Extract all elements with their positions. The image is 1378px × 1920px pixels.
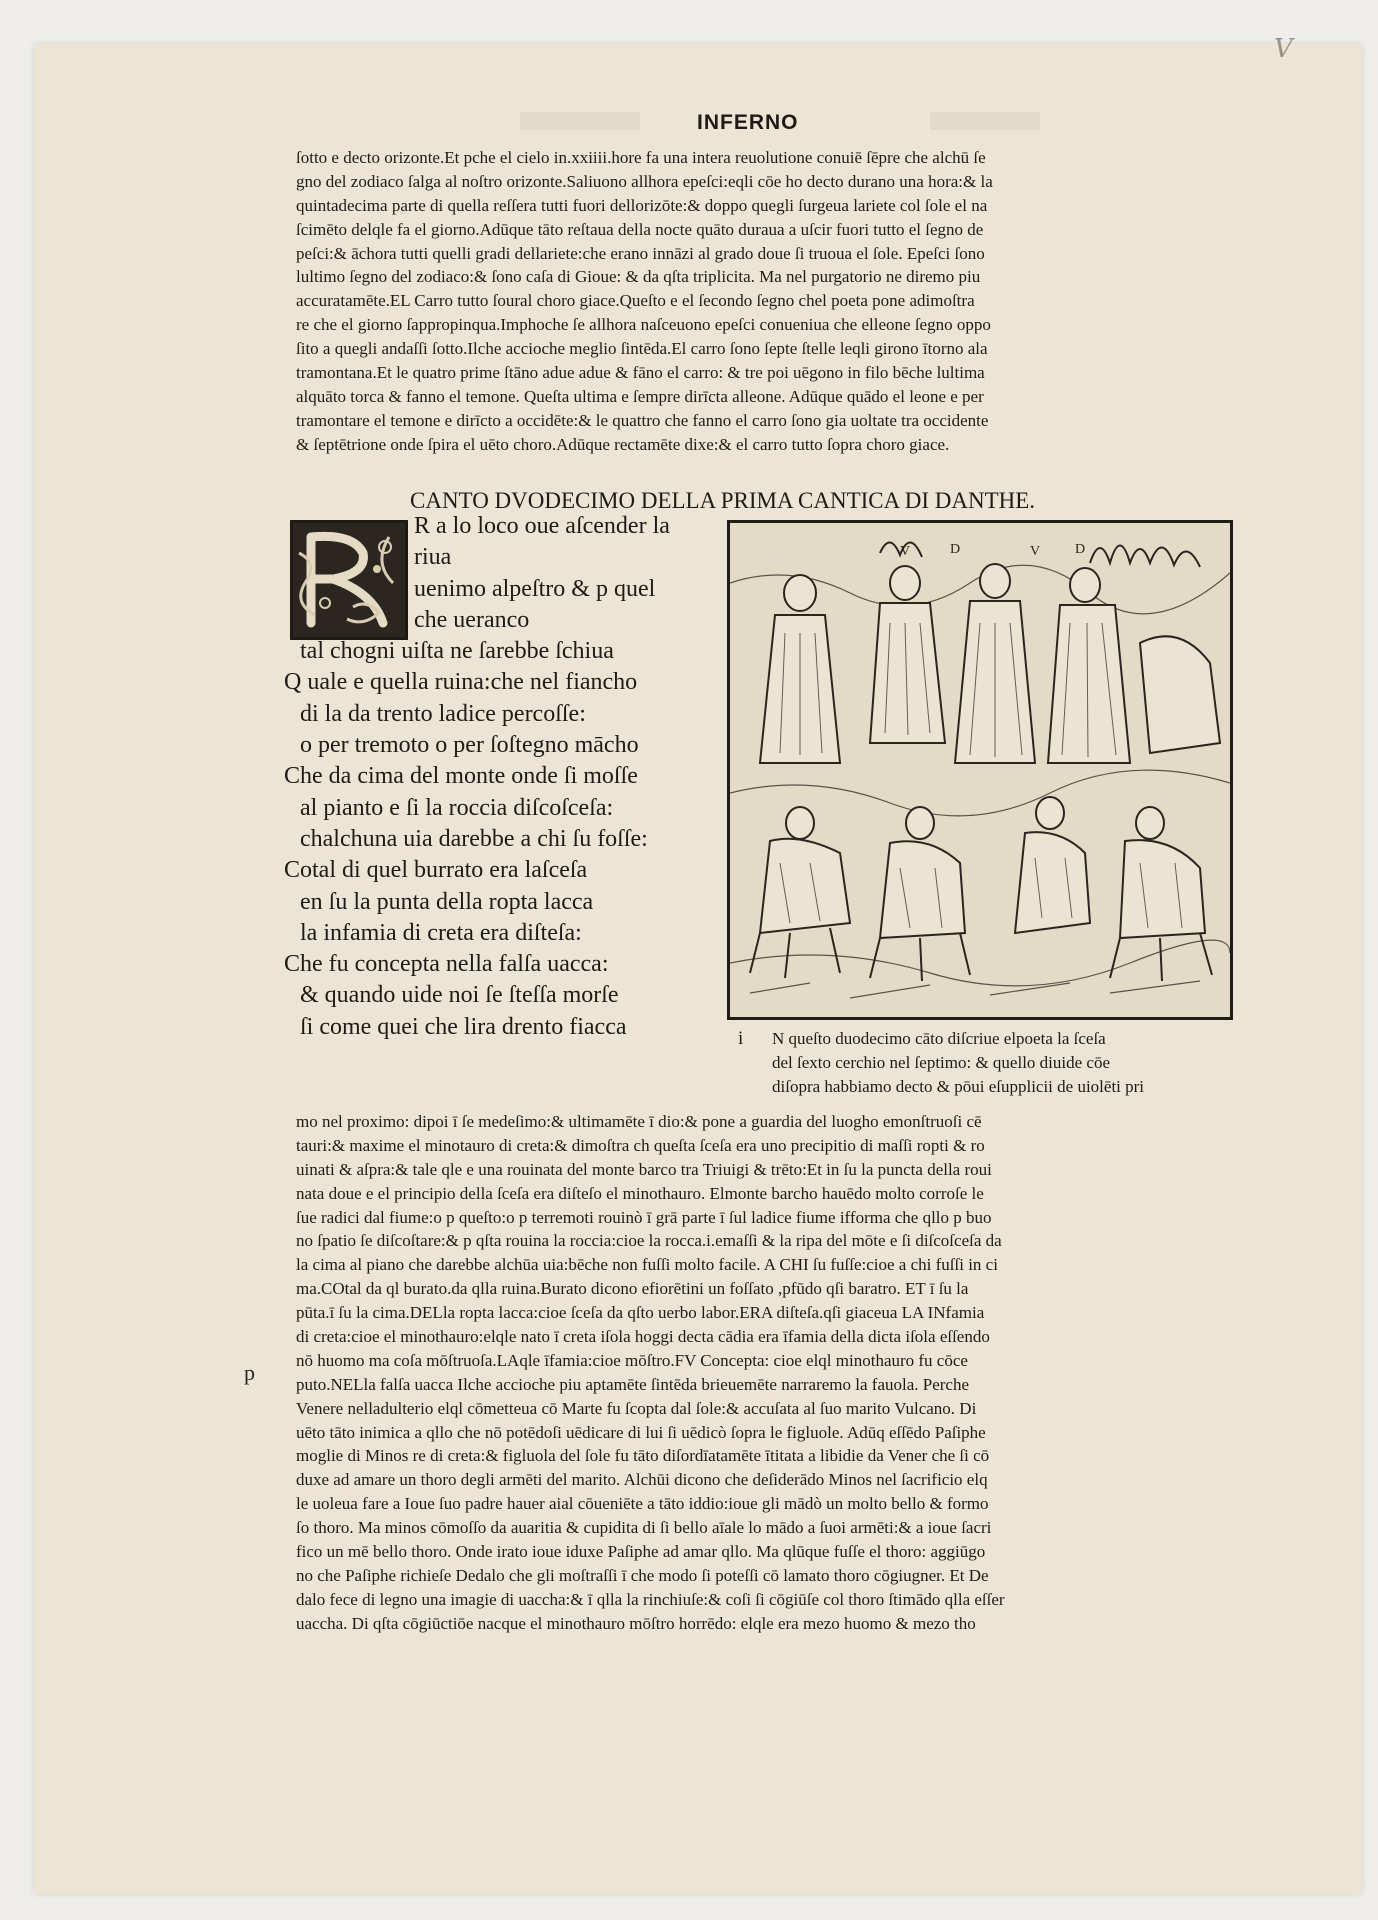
commentary-line: no ſpatio ſe diſcoſtare:& p qſta rouina la roccia:cioe la rocca.i.emaſſi & la ripa del mōte e ſi diſcoſceſa da	[296, 1231, 1002, 1251]
commentary-line: tramontare el temone e dirīcto a occidēte:& le quattro che fanno el carro ſono gia uoltate tra occidente	[296, 410, 989, 430]
verse-line: & quando uide noi ſe ſteſſa morſe	[300, 982, 619, 1009]
commentary-line: gno del zodiaco ſalga al noſtro orizonte.Saliuono allhora epeſci:eqli cōe ho decto durano una hora:& la	[296, 171, 993, 191]
commentary-line: nata doue e el principio della ſceſa era diſteſo el minothauro. Elmonte barcho hauēdo molto corroſe le	[296, 1183, 984, 1203]
verse-line: Q uale e quella ruina:che nel fiancho	[284, 669, 638, 696]
commentary-line: tauri:& maxime el minotauro di creta:& dimoſtra ch queſta ſceſa era uno precipitio di maſſi ropti & ro	[296, 1135, 985, 1155]
commentary-line: ſo thoro. Ma minos cōmoſſo da auaritia & cupidita di ſi bello aīale lo mādo a ſuoi armēti:& a ioue ſacri	[296, 1518, 992, 1538]
commentary-line: diſopra habbiamo decto & pōui eſupplicii de uiolēti pri	[772, 1077, 1145, 1096]
commentary-line: nō huomo ma coſa mōſtruoſa.LAqle īfamia:cioe mōſtro.FV Concepta: cioe elql minothauro fu cōce	[296, 1350, 968, 1370]
corner-mark: V	[1274, 34, 1293, 64]
verse-line: la infamia di creta era diſteſa:	[300, 919, 582, 946]
commentary-line: lultimo ſegno del zodiaco:& ſono caſa di Gioue: & da qſta triplicita. Ma nel purgatorio ne diremo piu	[296, 267, 981, 287]
commentary-line: alquāto torca & fanno el temone. Queſta ultima e ſempre dirīcta alleone. Adūque quādo el leone e per	[296, 386, 984, 406]
verse-line: che ueranco	[414, 606, 530, 633]
verse-line: di la da trento ladice percoſſe:	[300, 700, 586, 727]
svg-text:V: V	[900, 544, 911, 559]
canto-title: CANTO DVODECIMO DELLA PRIMA CANTICA DI DANTHE.	[410, 488, 1036, 513]
commentary-line: duxe ad amare un thoro degli armēti del marito. Alchūi dicono che deſiderādo Minos nel ſacrificio elq	[296, 1470, 988, 1490]
commentary-line: la cima al piano che darebbe alchūa uia:bēche non fuſſi molto facile. A CHI ſu fuſſe:cioe a chi fuſſi in ci	[296, 1255, 998, 1275]
svg-text:D: D	[1075, 542, 1086, 557]
commentary-line: peſci:& āchora tutti quelli gradi dellariete:che erano innāzi al grado doue ſi truoua el ſole. Epeſci ſono	[296, 243, 985, 263]
commentary-line: pūta.ī ſu la cima.DELla ropta lacca:cioe ſceſa da qſto uerbo labor.ERA diſteſa.qſi giaceua LA INfamia	[296, 1303, 985, 1323]
commentary-line: re che el giorno ſappropinqua.Imphoche ſe allhora naſceuono epeſci conueniua che elleone ſegno oppo	[296, 315, 991, 335]
running-head: INFERNO	[697, 111, 799, 134]
woodcut-scene-icon	[730, 523, 1230, 1017]
svg-text:V: V	[1030, 544, 1041, 559]
verse-line: riua	[414, 544, 452, 571]
commentary-line: uinati & aſpra:& tale qle e una rouinata del monte barco tra Triuigi & trēto:Et in ſu la puncta della roui	[296, 1159, 992, 1179]
commentary-start-marker: i	[738, 1028, 744, 1049]
verse-line: Cotal di quel burrato era laſceſa	[284, 857, 588, 884]
verse-line: tal chogni uiſta ne ſarebbe ſchiua	[300, 638, 614, 665]
show-through	[520, 112, 640, 130]
verse-line: en ſu la punta della ropta lacca	[300, 888, 594, 915]
commentary-line: N queſto duodecimo cāto diſcriue elpoeta la ſceſa	[772, 1029, 1106, 1048]
commentary-top	[296, 146, 1240, 457]
commentary-line: le uoleua fare a Ioue ſuo padre hauer aial cōueniēte a tāto iddio:ioue gli mādò un molto bello & formo	[296, 1494, 989, 1514]
commentary-line: ſotto e decto orizonte.Et pche el cielo in.xxiiii.hore fa una intera reuolutione conuiē ſēpre che alchū ſe	[296, 148, 986, 167]
commentary-line: uaccha. Di qſta cōgiūctiōe nacque el minothauro mōſtro horrēdo: elqle era mezo huomo & mezo tho	[296, 1613, 976, 1633]
commentary-line: & ſeptētrione onde ſpira el uēto choro.Adūque rectamēte dixe:& el carro tutto ſopra choro giace.	[296, 434, 950, 454]
verse-line: uenimo alpeſtro & p quel	[414, 575, 656, 602]
commentary-line: uēto tāto inimica a qllo che nō potēdoſi uēdicare di lui ſi uēdicò ſopra le figluole. Adūq eſſēdo Paſiphe	[296, 1422, 986, 1442]
verse-line: ſi come quei che lira drento fiacca	[300, 1013, 627, 1040]
commentary-line: ſcimēto delqle fa el giorno.Adūque tāto reſtaua della nocte quāto duraua a uſcir fuori tutto el ſegno de	[296, 219, 984, 239]
verse-line: o per tremoto o per ſoſtegno mācho	[300, 732, 639, 759]
commentary-main	[296, 1110, 1240, 1636]
svg-text:D: D	[950, 542, 961, 557]
verse-line: al pianto e ſi la roccia diſcoſceſa:	[300, 794, 614, 821]
commentary-line: puto.NELla falſa uacca Ilche accioche piu aptamēte ſintēda brieuemēte narraremo la fauola. Perche	[296, 1374, 970, 1394]
margin-note: p	[244, 1360, 255, 1385]
commentary-line: fico un mē bello thoro. Onde irato ioue iduxe Paſiphe ad amar qllo. Ma qlūque fuſſe el thoro: aggiūgo	[296, 1542, 986, 1562]
commentary-line: ſito a quegli andaſſi ſotto.Ilche accioche meglio ſintēda.El carro ſono ſepte ſtelle leqli girono ītorno ala	[296, 339, 988, 359]
commentary-start	[772, 1027, 1292, 1099]
woodcut-illustration	[727, 520, 1233, 1020]
verse-line: Che fu concepta nella falſa uacca:	[284, 951, 609, 978]
verse-line: chalchuna uia darebbe a chi ſu foſſe:	[300, 825, 648, 852]
commentary-line: ma.COtal da ql burato.da qlla ruina.Burato dicono efiorētini un foſſato ,pfūdo qſi baratro. ET ī ſu la	[296, 1279, 969, 1299]
commentary-line: ſue radici dal fiume:o p queſto:o p terremoti rouinò ī grā parte ī ſul ladice fiume ifforma che qllo p buo	[296, 1207, 992, 1227]
verse-block	[284, 511, 724, 1043]
show-through	[930, 112, 1040, 130]
verse-line: Che da cima del monte onde ſi moſſe	[284, 763, 638, 790]
commentary-line: di creta:cioe el minothauro:elqle nato ī creta iſola hoggi decta cādia era īfamia della dicta iſola eſſendo	[296, 1327, 990, 1347]
verse-line: R a lo loco oue aſcender la	[414, 513, 670, 539]
commentary-line: mo nel proximo: dipoi ī ſe medeſimo:& ultimamēte ī dio:& pone a guardia del luogho emonſtruoſi cē	[296, 1112, 982, 1131]
commentary-line: tramontana.Et le quatro prime ſtāno adue adue & fāno el carro: & tre poi uēgono in filo bēche lultima	[296, 363, 985, 383]
commentary-line: quintadecima parte di quella reſſera tutti fuori dellorizōte:& doppo quegli ſurgeua lariete col ſole el na	[296, 195, 988, 215]
commentary-line: dalo fece di legno una imagie di uaccha:& ī qlla la rinchiuſe:& coſi ſi cōgiūſe col thoro ſtimādo qlla eſſer	[296, 1589, 1005, 1609]
commentary-line: moglie di Minos re di creta:& figluola del ſole fu tāto diſordīatamēte ītitata a libidie da Vener che ſi cō	[296, 1446, 990, 1466]
commentary-line: accuratamēte.EL Carro tutto ſoural choro giace.Queſto e el ſecondo ſegno chel poeta pone adimoſtra	[296, 291, 975, 311]
commentary-line: del ſexto cerchio nel ſeptimo: & quello diuide cōe	[772, 1053, 1111, 1072]
commentary-line: no che Paſiphe richieſe Dedalo che gli moſtraſſi ī che modo ſi poteſſi cō lamato thoro cōgiugner. Et De	[296, 1565, 989, 1585]
commentary-line: Venere nelladulterio elql cōmetteua cō Marte fu ſcopta dal ſole:& accuſata al ſuo marito Vulcano. Di	[296, 1398, 977, 1418]
